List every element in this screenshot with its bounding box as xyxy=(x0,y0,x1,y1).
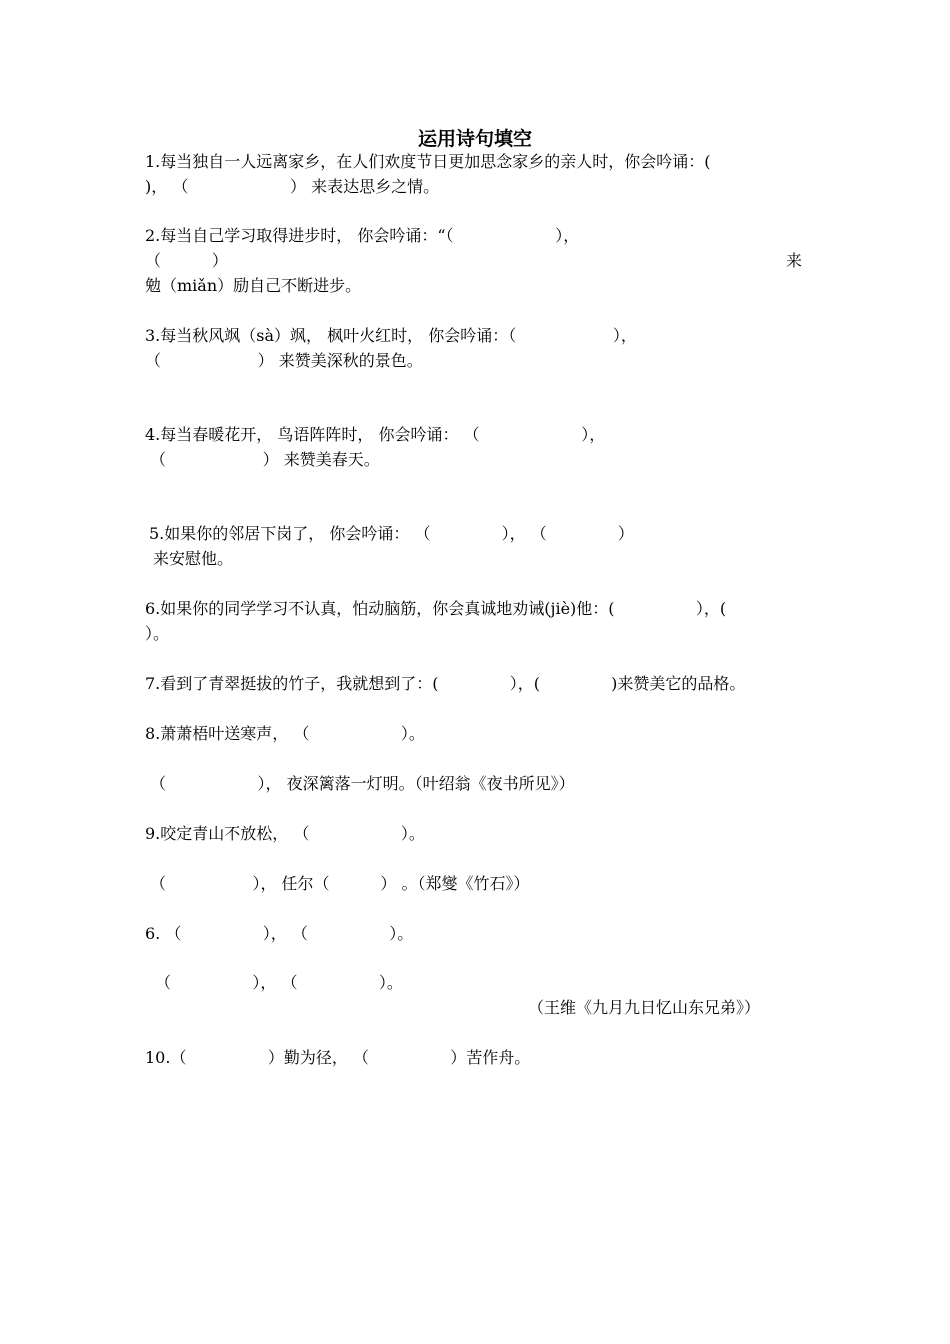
question-8-line-2: （ ）， 夜深篱落一灯明。（叶绍翁《夜书所见》） xyxy=(150,774,575,793)
question-8-line-1: 8.萧萧梧叶送寒声， （ ）。 xyxy=(145,724,425,743)
question-6b-source: （王维《九月九日忆山东兄弟》） xyxy=(527,998,760,1017)
question-7-line-1: 7.看到了青翠挺拔的竹子，我就想到了：( ），( )来赞美它的品格。 xyxy=(145,674,746,693)
question-9-line-2: （ ）， 任尔（ ） 。（郑燮《竹石》） xyxy=(150,874,530,893)
question-2-line-3: 勉（miǎn）励自己不断进步。 xyxy=(145,276,362,295)
question-4-line-2: （ ） 来赞美春天。 xyxy=(150,450,380,469)
question-6-line-1: 6.如果你的同学学习不认真，怕动脑筋，你会真诚地劝诫(jiè)他：( ），( xyxy=(145,599,727,618)
question-5-line-2: 来安慰他。 xyxy=(153,549,234,568)
question-2-line-2b: 来 xyxy=(786,251,803,270)
question-9-line-1: 9.咬定青山不放松， （ ）。 xyxy=(145,824,425,843)
question-10-line-1: 10.（ ）勤为径， （ ）苦作舟。 xyxy=(145,1048,531,1067)
question-4-line-1: 4.每当春暖花开， 鸟语阵阵时， 你会吟诵： （ ）， xyxy=(145,425,606,444)
question-5-line-1: 5.如果你的邻居下岗了， 你会吟诵： （ ）， （ ） xyxy=(149,524,634,543)
question-3-line-1: 3.每当秋风飒（sà）飒， 枫叶火红时， 你会吟诵：（ ）， xyxy=(145,326,637,345)
question-1-line-1: 1.每当独自一人远离家乡，在人们欢度节日更加思念家乡的亲人时，你会吟诵：( xyxy=(145,152,711,171)
question-2-line-1: 2.每当自己学习取得进步时， 你会吟诵：“（ ）， xyxy=(145,226,580,245)
question-2-line-2a: （ ） xyxy=(145,251,228,270)
question-6-line-2: ）。 xyxy=(145,624,170,643)
question-1-line-2: )， （ ） 来表达思乡之情。 xyxy=(145,177,440,196)
question-6b-line-2: （ ）， （ ）。 xyxy=(155,973,403,992)
question-6b-line-1: 6. （ ）， （ ）。 xyxy=(145,924,414,943)
question-3-line-2: （ ） 来赞美深秋的景色。 xyxy=(145,351,423,370)
page-title: 运用诗句填空 xyxy=(417,128,532,150)
